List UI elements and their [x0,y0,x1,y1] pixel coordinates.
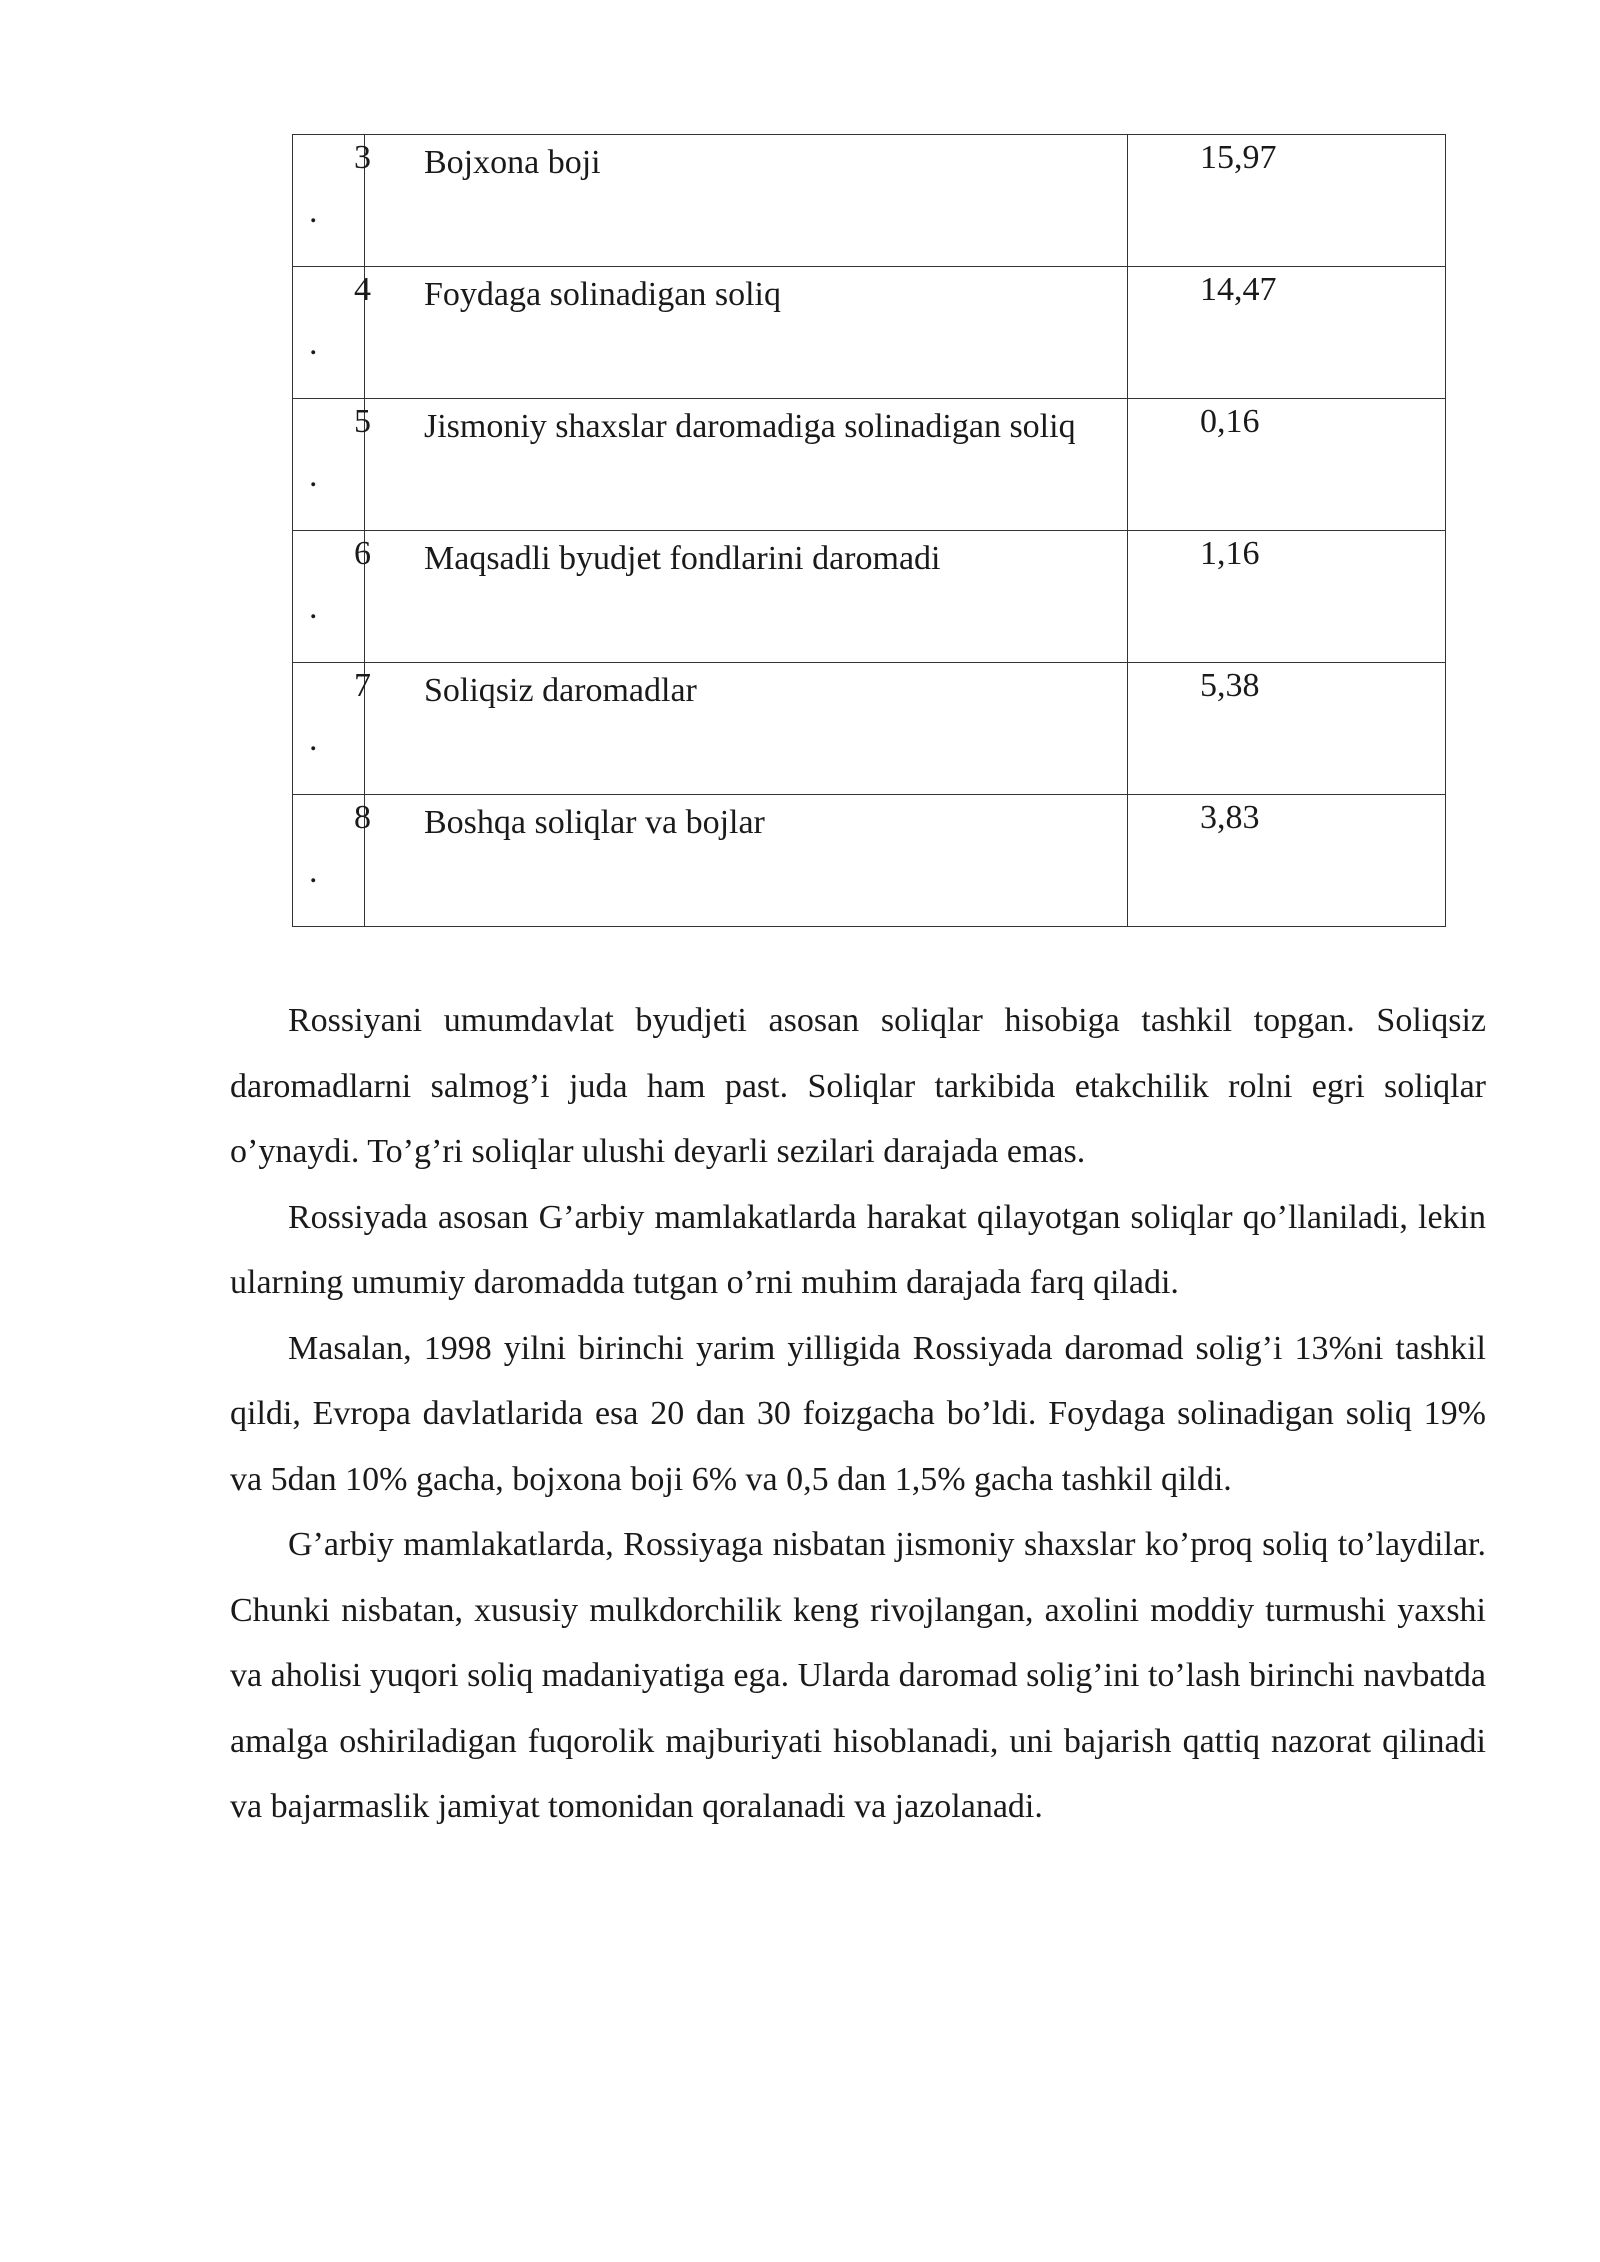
row-name: Boshqa soliqlar va bojlar [424,804,765,841]
row-value: 3,83 [1200,799,1260,836]
row-name-cell [365,795,1128,927]
row-value-cell [1128,135,1446,267]
row-number: 8 [354,799,371,836]
paragraph: G’arbiy mamlakatlarda, Rossiyaga nisbatan jismoniy shaxslar ko’proq soliq to’laydilar. Chunki nisbatan, xususiy mulkdorchilik keng rivojlangan, axolini moddiy turmushi yaxshi va aholisi yuqori soliq madaniyatiga ega. Ularda daromad solig’ini to’lash birinchi navbatda amalga oshiriladigan fuqorolik majburiyati hisoblanadi, uni bajarish qattiq nazorat qilinadi va bajarmaslik jamiyat tomonidan qoralanadi va jazolanadi. [230,1526,1486,1825]
row-name-cell [365,135,1128,267]
row-number-cell [293,135,371,267]
row-value: 0,16 [1200,403,1260,440]
row-number-cell [293,531,371,663]
row-number: 5 [354,403,371,440]
row-name: Soliqsiz daromadlar [424,672,697,709]
row-number: 7 [354,667,371,704]
table-row [293,267,1446,399]
row-number-cell [293,399,371,531]
table-row [293,399,1446,531]
row-number: 3 [354,139,371,176]
paragraph: Masalan, 1998 yilni birinchi yarim yilligida Rossiyada daromad solig’i 13%ni tashkil qildi, Evropa davlatlarida esa 20 dan 30 foizgacha bo’ldi. Foydaga solinadigan soliq 19% va 5dan 10% gacha, bojxona boji 6% va 0,5 dan 1,5% gacha tashkil qildi. [230,1329,1486,1498]
row-value: 15,97 [1200,139,1277,176]
row-value-cell [1128,795,1446,927]
row-name: Bojxona boji [424,144,601,181]
row-name: Foydaga solinadigan soliq [424,276,781,313]
row-value: 5,38 [1200,667,1260,704]
table-row [293,531,1446,663]
row-name-cell [365,531,1128,663]
row-value: 1,16 [1200,535,1260,572]
row-number-dot: . [309,853,318,890]
row-value-cell [1128,267,1446,399]
table-row [293,795,1446,927]
row-number-cell [293,663,371,795]
row-number-cell [293,267,371,399]
row-name: Jismoniy shaxslar daromadiga solinadigan soliq [424,408,1076,445]
row-number-dot: . [309,457,318,494]
row-value: 14,47 [1200,271,1277,308]
table-row [293,663,1446,795]
row-value-cell [1128,531,1446,663]
paragraph: Rossiyani umumdavlat byudjeti asosan soliqlar hisobiga tashkil topgan. Soliqsiz daromadlarni salmog’i juda ham past. Soliqlar tarkibida etakchilik rolni egri soliqlar o’ynaydi. To’g’ri soliqlar ulushi deyarli sezilari darajada emas. [230,1002,1486,1170]
row-name-cell [365,399,1128,531]
body-text [230,988,1486,1840]
row-number-dot: . [309,721,318,758]
row-name: Maqsadli byudjet fondlarini daromadi [424,540,941,577]
revenue-table [292,134,1446,927]
row-value-cell [1128,399,1446,531]
row-name-cell [365,663,1128,795]
table-row [293,135,1446,267]
row-number-cell [293,795,371,927]
row-number: 6 [354,535,371,572]
paragraph: Rossiyada asosan G’arbiy mamlakatlarda harakat qilayotgan soliqlar qo’llaniladi, lekin ularning umumiy daromadda tutgan o’rni muhim darajada farq qiladi. [230,1198,1486,1301]
row-number-dot: . [309,193,318,230]
row-number-dot: . [309,589,318,626]
row-name-cell [365,267,1128,399]
row-number-dot: . [309,325,318,362]
row-value-cell [1128,663,1446,795]
row-number: 4 [354,271,371,308]
